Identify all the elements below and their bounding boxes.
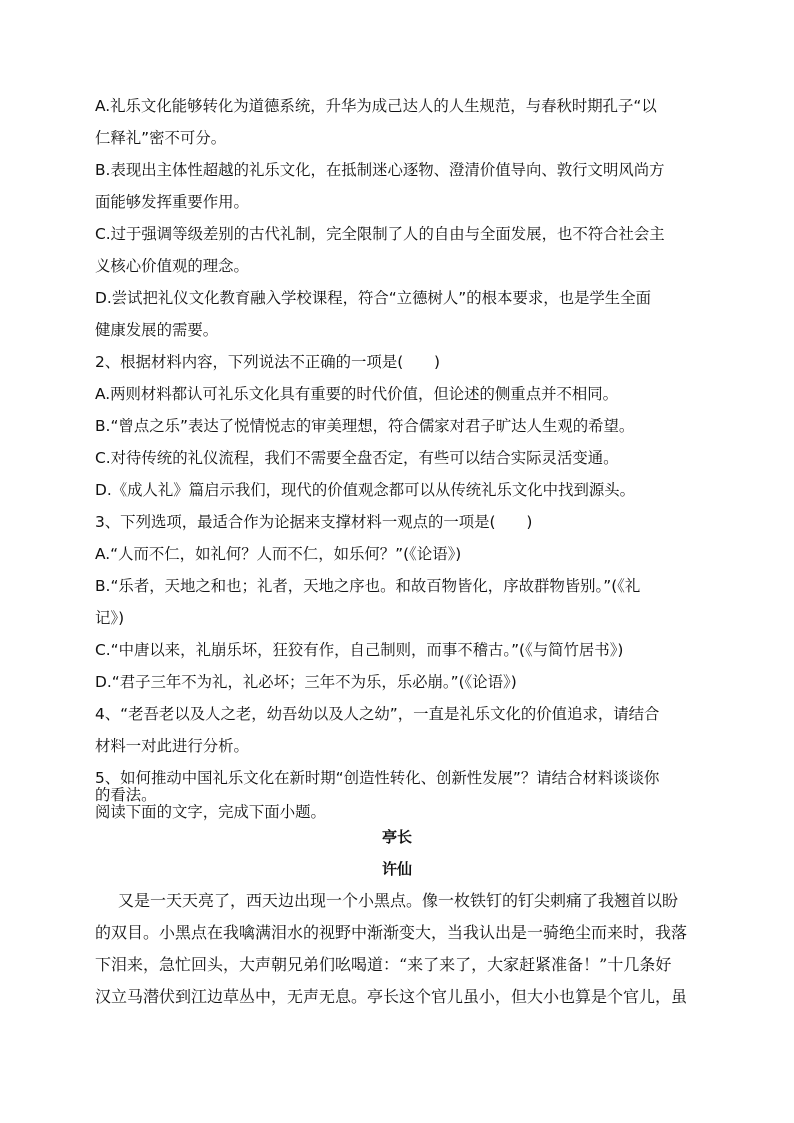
q3-option-c: C.“中唐以来，礼崩乐坏，狂狡有作，自己制则，而事不稽古。”(《与简竹居书》)	[95, 641, 624, 659]
story-author: 许仙	[381, 860, 412, 878]
q1-option-d-line2: 健康发展的需要。	[95, 321, 219, 339]
q2-option-b: B.“曾点之乐”表达了悦情悦志的审美理想，符合儒家对君子旷达人生观的希望。	[95, 417, 635, 435]
q4-line1: 4、“老吾老以及人之老，幼吾幼以及人之幼”，一直是礼乐文化的价值追求，请结合	[95, 705, 660, 723]
q2-option-a: A.两则材料都认可礼乐文化具有重要的时代价值，但论述的侧重点并不相同。	[95, 385, 619, 403]
q5-line1: 5、如何推动中国礼乐文化在新时期“创造性转化、创新性发展”？请结合材料谈谈你	[95, 769, 660, 787]
q2-option-d: D.《成人礼》篇启示我们，现代的价值观念都可以从传统礼乐文化中找到源头。	[95, 481, 636, 499]
story-paragraph-line4: 汉立马潜伏到江边草丛中，无声无息。亭长这个官儿虽小，但大小也算是个官儿，虽	[95, 987, 688, 1006]
q3-option-a: A.“人而不仁，如礼何？人而不仁，如乐何？”(《论语》)	[95, 545, 462, 563]
q1-option-c-line2: 义核心价值观的理念。	[95, 257, 249, 275]
story-title: 亭长	[381, 828, 412, 846]
story-paragraph-line2: 的双目。小黑点在我噙满泪水的视野中渐渐变大，当我认出是一骑绝尘而来时，我落	[95, 923, 688, 942]
q3-stem: 3、下列选项，最适合作为论据来支撑材料一观点的一项是( )	[95, 513, 533, 531]
q2-option-c: C.对待传统的礼仪流程，我们不需要全盘否定，有些可以结合实际灵活变通。	[95, 449, 619, 467]
q5-line2: 的看法。	[95, 786, 157, 804]
q3-option-b-line1: B.“乐者，天地之和也；礼者，天地之序也。和故百物皆化，序故群物皆别。”(《礼	[95, 577, 641, 595]
story-paragraph-line3: 下泪来，急忙回头，大声朝兄弟们吆喝道：“来了来了，大家赶紧准备！”十几条好	[95, 955, 672, 974]
q4-line2: 材料一对此进行分析。	[95, 737, 249, 755]
q1-option-a-line1: A.礼乐文化能够转化为道德系统，升华为成己达人的人生规范，与春秋时期孔子“以	[95, 97, 657, 115]
q1-option-d-line1: D.尝试把礼仪文化教育融入学校课程，符合“立德树人”的根本要求，也是学生全面	[95, 289, 651, 307]
q1-option-b-line2: 面能够发挥重要作用。	[95, 193, 249, 211]
q2-stem: 2、根据材料内容，下列说法不正确的一项是( )	[95, 353, 441, 371]
q3-option-b-line2: 记》)	[95, 609, 125, 627]
story-paragraph-line1: 又是一天天亮了，西天边出现一个小黑点。像一枚铁钉的钉尖刺痛了我翘首以盼	[118, 891, 679, 910]
q1-option-c-line1: C.过于强调等级差别的古代礼制，完全限制了人的自由与全面发展，也不符合社会主	[95, 225, 665, 243]
q1-option-b-line1: B.表现出主体性超越的礼乐文化，在抵制迷心逐物、澄清价值导向、敦行文明风尚方	[95, 161, 665, 179]
q1-option-a-line2: 仁释礼”密不可分。	[95, 129, 227, 147]
reading-instruction: 阅读下面的文字，完成下面小题。	[95, 803, 326, 821]
q3-option-d: D.“君子三年不为礼，礼必坏；三年不为乐，乐必崩。”(《论语》)	[95, 673, 517, 691]
